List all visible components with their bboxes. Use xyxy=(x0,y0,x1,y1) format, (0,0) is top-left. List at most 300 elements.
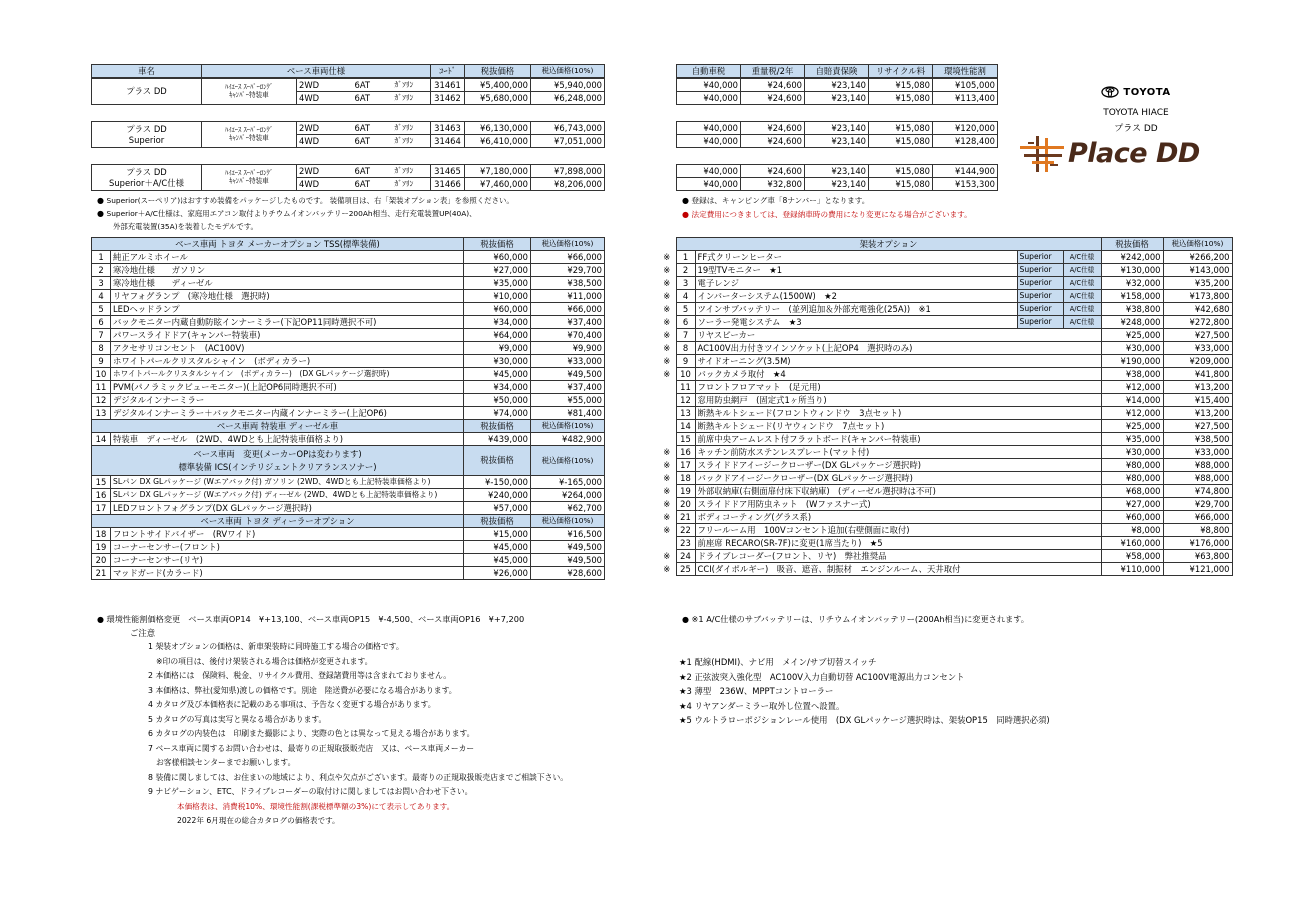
place-dd-wordmark: Place DD xyxy=(1068,138,1200,169)
option-in-price: ¥482,900 xyxy=(531,433,605,446)
option-in-price: ¥121,000 xyxy=(1163,563,1232,576)
option-ex-price: ¥57,000 xyxy=(464,502,531,515)
option-ex-price: ¥38,000 xyxy=(1101,368,1163,381)
ex-price-cell: ¥5,400,000 xyxy=(465,79,531,92)
fee-cell: ¥23,140 xyxy=(805,122,869,135)
fee-cell: ¥40,000 xyxy=(677,92,741,105)
in-price-cell: ¥6,743,000 xyxy=(531,122,605,135)
kasou-row xyxy=(658,459,1232,472)
option-name: コーナーセンサー(リヤ) xyxy=(111,554,464,567)
option-row xyxy=(92,433,605,446)
fuel-cell: ｶﾞｿﾘﾝ xyxy=(393,122,431,135)
base-vehicle: ﾊｲｴｰｽ ｽｰﾊﾟｰﾛﾝｸﾞ xyxy=(224,125,274,134)
note-ac-spec: Superior＋A/C仕様は、家庭用エアコン取付よりチウムイオンバッテリー200Ah相当、走行充電装置UP(40A)、 xyxy=(106,209,477,218)
col-base-spec: ベース車両仕様 xyxy=(202,65,431,78)
fuel-cell: ｶﾞｿﾘﾝ xyxy=(393,178,431,191)
base-vehicle: ﾊｲｴｰｽ ｽｰﾊﾟｰﾛﾝｸﾞ xyxy=(224,82,274,91)
option-ex-price: ¥30,000 xyxy=(1101,342,1163,355)
ex-price-cell: ¥5,680,000 xyxy=(465,92,531,105)
option-name: 特装車 ディーゼル (2WD、4WDとも上記特装車価格より) xyxy=(111,433,464,446)
option-in-price: ¥29,700 xyxy=(1163,498,1232,511)
option-ex-price: ¥110,000 xyxy=(1101,563,1163,576)
option-no: 18 xyxy=(92,528,111,541)
option-name: サイドオーニング(3.5M) xyxy=(695,355,1101,368)
retrofit-mark: ※ xyxy=(663,277,671,288)
option-ex-price: ¥60,000 xyxy=(464,251,531,264)
model-price-table xyxy=(91,64,605,78)
option-in-price: ¥38,500 xyxy=(1163,433,1232,446)
option-no: 5 xyxy=(676,303,695,316)
mark-spacer xyxy=(658,238,676,251)
option-no: 12 xyxy=(92,394,111,407)
option-in-price: ¥173,800 xyxy=(1163,290,1232,303)
option-row xyxy=(92,303,605,316)
option-no: 14 xyxy=(676,420,695,433)
option-no: 4 xyxy=(676,290,695,303)
code-cell: 31463 xyxy=(431,122,465,135)
option-no: 15 xyxy=(676,433,695,446)
option-in-price: ¥88,000 xyxy=(1163,472,1232,485)
drive-cell: 4WD xyxy=(297,92,353,105)
fee-cell: ¥40,000 xyxy=(677,165,741,178)
col-ex-price: 税抜価格 xyxy=(464,238,531,251)
col-recycle: リサイクル料 xyxy=(869,65,933,78)
option-ex-price: ¥12,000 xyxy=(1101,407,1163,420)
retrofit-mark: ※ xyxy=(663,251,671,262)
option-in-price: ¥9,900 xyxy=(531,342,605,355)
option-in-price: ¥66,000 xyxy=(531,303,605,316)
ac-tag: A/C仕様 xyxy=(1063,264,1101,277)
option-name: 純正アルミホイール xyxy=(111,251,464,264)
car-name: プラス DD xyxy=(126,124,167,134)
option-in-price: ¥66,000 xyxy=(531,251,605,264)
note-registration: 登録は、キャンピング車「8ナンバー」となります。 xyxy=(691,196,870,205)
car-grade: Superior xyxy=(128,134,165,145)
ac-tag: A/C仕様 xyxy=(1063,277,1101,290)
option-ex-price: ¥10,000 xyxy=(464,290,531,303)
option-in-price: ¥16,500 xyxy=(531,528,605,541)
fee-cell: ¥32,800 xyxy=(741,178,805,191)
code-cell: 31462 xyxy=(431,92,465,105)
retrofit-mark xyxy=(658,433,676,446)
option-ex-price: ¥439,000 xyxy=(464,433,531,446)
option-name: ボディコーティング(グラス系) xyxy=(695,511,1101,524)
option-no: 8 xyxy=(676,342,695,355)
kasou-header: 架装オプション xyxy=(676,238,1101,251)
option-name: ソーラー発電システム ★3 xyxy=(695,316,1017,329)
trans-cell: 6AT xyxy=(353,178,393,191)
kasou-row xyxy=(658,433,1232,446)
option-ex-price: ¥248,000 xyxy=(1101,316,1163,329)
option-row xyxy=(92,394,605,407)
retrofit-mark: ※ xyxy=(663,511,671,522)
fee-cell: ¥23,140 xyxy=(805,165,869,178)
option-in-price: ¥38,500 xyxy=(531,277,605,290)
kasou-row xyxy=(658,472,1232,485)
toyota-emblem-icon xyxy=(1101,86,1119,98)
option-ex-price: ¥64,000 xyxy=(464,329,531,342)
kasou-row xyxy=(658,511,1232,524)
section-header: ベース車両 特装車 ディーゼル車 xyxy=(92,420,464,433)
option-row xyxy=(92,316,605,329)
retrofit-mark: ※ xyxy=(663,563,671,574)
option-in-price: ¥41,800 xyxy=(1163,368,1232,381)
kasou-row xyxy=(658,264,1232,277)
option-ex-price: ¥58,000 xyxy=(1101,550,1163,563)
car-name: プラス DD xyxy=(126,167,167,177)
option-row xyxy=(92,264,605,277)
caution-item: ※印の項目は、後付け架装される場合は価格が変更されます。 xyxy=(156,656,373,666)
option-no: 7 xyxy=(92,329,111,342)
option-name: バックモニター内蔵自動防眩インナーミラー(下記OP11同時選択不可) xyxy=(111,316,464,329)
kasou-row xyxy=(658,446,1232,459)
option-in-price: ¥49,500 xyxy=(531,541,605,554)
car-name-cell xyxy=(92,122,202,148)
option-in-price: ¥55,000 xyxy=(531,394,605,407)
option-in-price: ¥74,800 xyxy=(1163,485,1232,498)
retrofit-mark xyxy=(658,394,676,407)
retrofit-mark: ※ xyxy=(663,368,671,379)
base-spec-cell xyxy=(202,79,297,105)
toyota-brand xyxy=(1088,86,1184,134)
col-ex-price: 税抜価格 xyxy=(464,515,531,528)
kasou-row xyxy=(658,550,1232,563)
retrofit-mark: ※ xyxy=(663,290,671,301)
option-ex-price: ¥158,000 xyxy=(1101,290,1163,303)
option-name: 断熱キルトシェード(リヤウィンドウ 7点セット) xyxy=(695,420,1101,433)
place-dd-mark-icon xyxy=(1018,134,1066,174)
option-no: 24 xyxy=(676,550,695,563)
top-right-notes: ● 登録は、キャンピング車「8ナンバー」となります。 ● 法定費用につきましては、登録納車時の費用になり変更になる場合がございます。 xyxy=(682,196,972,219)
env-note: ● 環境性能割価格変更 ベース車両OP14 ¥+13,100、ベース車両OP15 ¥-4,500、ベース車両OP16 ¥+7,200 xyxy=(97,614,525,624)
option-in-price: ¥8,800 xyxy=(1163,524,1232,537)
kasou-row xyxy=(658,537,1232,550)
option-ex-price: ¥35,000 xyxy=(464,277,531,290)
retrofit-mark: ※ xyxy=(663,446,671,457)
star-note: ★3 薄型 236W、MPPTコントローラー xyxy=(679,686,834,697)
retrofit-mark: ※ xyxy=(663,316,671,327)
retrofit-mark xyxy=(658,407,676,420)
superior-tag: Superior xyxy=(1017,277,1063,290)
fee-cell: ¥24,600 xyxy=(741,92,805,105)
fee-cell: ¥24,600 xyxy=(741,122,805,135)
fee-cell: ¥24,600 xyxy=(741,135,805,148)
top-left-notes: ● Superior(スーペリア)はおすすめ装備をパッケージしたものです。 装備項目は、右「架装オプション表」を参照ください。 ● Superior＋A/C仕様は、家庭用エアコン取付よりチウムイオンバッテリー200Ah相当、走行充電装置UP(40A)、 外部充電装置(35A)を装着したモデルです。 xyxy=(97,196,514,231)
option-name: フロントサイドバイザー (RVワイド) xyxy=(111,528,464,541)
fee-cell: ¥24,600 xyxy=(741,165,805,178)
option-no: 21 xyxy=(92,567,111,580)
kasou-row xyxy=(658,290,1232,303)
option-no: 17 xyxy=(92,502,111,515)
option-in-price: ¥33,000 xyxy=(531,355,605,368)
ex-price-cell: ¥7,460,000 xyxy=(465,178,531,191)
option-in-price: ¥176,000 xyxy=(1163,537,1232,550)
option-no: 23 xyxy=(676,537,695,550)
option-name: 窓用防虫網戸 (固定式1ヶ所当り) xyxy=(695,394,1101,407)
option-name: ツインサブバッテリー (並列追加＆外部充電強化(25A)) ※1 xyxy=(695,303,1017,316)
fee-cell: ¥24,600 xyxy=(741,79,805,92)
option-row xyxy=(92,567,605,580)
option-in-price: ¥66,000 xyxy=(1163,511,1232,524)
option-in-price: ¥29,700 xyxy=(531,264,605,277)
caution-item: 8 装備に関しましては、お住まいの地域により、利点や欠点がございます。最寄りの正規取扱販売店までご相談下さい。 xyxy=(148,772,569,782)
option-ex-price: ¥32,000 xyxy=(1101,277,1163,290)
kasou-row xyxy=(658,524,1232,537)
option-row xyxy=(92,342,605,355)
option-no: 22 xyxy=(676,524,695,537)
option-ex-price: ¥242,000 xyxy=(1101,251,1163,264)
option-no: 21 xyxy=(676,511,695,524)
option-name: バックドアイージークローザー(DX GLパッケージ選択時) xyxy=(695,472,1101,485)
option-in-price: ¥28,600 xyxy=(531,567,605,580)
col-in-price: 税込価格(10%) xyxy=(531,446,605,476)
retrofit-mark xyxy=(658,420,676,433)
superior-tag: Superior xyxy=(1017,251,1063,264)
retrofit-mark: ※ xyxy=(663,472,671,483)
option-in-price: ¥143,000 xyxy=(1163,264,1232,277)
ac-tag: A/C仕様 xyxy=(1063,290,1101,303)
option-no: 20 xyxy=(92,554,111,567)
place-dd-logo xyxy=(1018,134,1233,174)
option-name: マッドガード(カラード) xyxy=(111,567,464,580)
col-env-tax: 環境性能割 xyxy=(933,65,998,78)
section-header-row xyxy=(92,238,605,251)
option-no: 3 xyxy=(92,277,111,290)
option-ex-price: ¥190,000 xyxy=(1101,355,1163,368)
kasou-row xyxy=(658,407,1232,420)
car-grade: Superior＋A/C仕様 xyxy=(109,177,184,188)
fee-cell: ¥15,080 xyxy=(869,122,933,135)
option-ex-price: ¥27,000 xyxy=(464,264,531,277)
note-ac-spec-2: 外部充電装置(35A)を装着したモデルです。 xyxy=(113,222,258,231)
retrofit-mark: ※ xyxy=(663,498,671,509)
code-cell: 31464 xyxy=(431,135,465,148)
ac-note: ● ※1 A/C仕様のサブバッテリーは、リチウムイオンバッテリー(200Ah相当)に変更されます。 xyxy=(682,614,1029,624)
col-in-price: 税込価格(10%) xyxy=(531,238,605,251)
retrofit-mark: ※ xyxy=(663,303,671,314)
fee-cell: ¥113,400 xyxy=(933,92,998,105)
superior-tag: Superior xyxy=(1017,303,1063,316)
fee-cell: ¥105,000 xyxy=(933,79,998,92)
code-cell: 31461 xyxy=(431,79,465,92)
note-legal-fees: 法定費用につきましては、登録納車時の費用になり変更になる場合がございます。 xyxy=(691,210,972,219)
kasou-row xyxy=(658,329,1232,342)
option-in-price: ¥33,000 xyxy=(1163,342,1232,355)
in-price-cell: ¥7,051,000 xyxy=(531,135,605,148)
retrofit-mark: ※ xyxy=(663,550,671,561)
option-in-price: ¥266,200 xyxy=(1163,251,1232,264)
option-in-price: ¥272,800 xyxy=(1163,316,1232,329)
code-cell: 31466 xyxy=(431,178,465,191)
option-ex-price: ¥25,000 xyxy=(1101,420,1163,433)
option-name: アクセサリコンセント (AC100V) xyxy=(111,342,464,355)
option-name: インバーターシステム(1500W) ★2 xyxy=(695,290,1017,303)
option-name: SLパン DX GLパッケージ (Wエアバック付) ガソリン (2WD、4WDとも上記特装車価格より) xyxy=(111,476,464,489)
option-row xyxy=(92,476,605,489)
option-no: 17 xyxy=(676,459,695,472)
option-row xyxy=(92,368,605,381)
col-ex-price: 税抜価格 xyxy=(464,446,531,476)
option-ex-price: ¥240,000 xyxy=(464,489,531,502)
fee-group xyxy=(676,121,998,148)
fee-cell: ¥15,080 xyxy=(869,92,933,105)
option-no: 20 xyxy=(676,498,695,511)
option-no: 13 xyxy=(92,407,111,420)
col-code: ｺｰﾄﾞ xyxy=(431,65,465,78)
option-in-price: ¥27,500 xyxy=(1163,420,1232,433)
option-in-price: ¥49,500 xyxy=(531,368,605,381)
fuel-cell: ｶﾞｿﾘﾝ xyxy=(393,135,431,148)
option-name: リヤスピーカー xyxy=(695,329,1101,342)
option-ex-price: ¥38,800 xyxy=(1101,303,1163,316)
drive-cell: 4WD xyxy=(297,178,353,191)
fee-cell: ¥15,080 xyxy=(869,135,933,148)
fee-cell: ¥120,000 xyxy=(933,122,998,135)
kasou-row xyxy=(658,420,1232,433)
option-no: 13 xyxy=(676,407,695,420)
in-price-cell: ¥8,206,000 xyxy=(531,178,605,191)
option-ex-price: ¥30,000 xyxy=(464,355,531,368)
code-cell: 31465 xyxy=(431,165,465,178)
caution-item: 6 カタログの内装色は 印刷また撮影により、実際の色とは異なって見える場合があります。 xyxy=(148,729,475,738)
variant-name: プラス DD xyxy=(1114,124,1158,134)
option-ex-price: ¥80,000 xyxy=(1101,472,1163,485)
star-notes xyxy=(679,656,1050,729)
option-ex-price: ¥15,000 xyxy=(464,528,531,541)
option-name: 寒冷地仕様 ガソリン xyxy=(111,264,464,277)
kasou-row xyxy=(658,277,1232,290)
option-in-price: ¥88,000 xyxy=(1163,459,1232,472)
option-name: 前席中央アームレスト付フラットボード(キャンパー特装車) xyxy=(695,433,1101,446)
model-name: TOYOTA HIACE xyxy=(1103,108,1169,118)
note-superior: Superior(スーペリア)はおすすめ装備をパッケージしたものです。 装備項目は、右「架装オプション表」を参照ください。 xyxy=(106,196,514,205)
option-ex-price: ¥35,000 xyxy=(1101,433,1163,446)
star-note: ★2 正弦波突入強化型 AC100V入力自動切替 AC100V電源出力コンセント xyxy=(679,671,965,682)
col-ex-price: 税抜価格 xyxy=(465,65,531,78)
option-ex-price: ¥27,000 xyxy=(1101,498,1163,511)
option-no: 10 xyxy=(92,368,111,381)
option-no: 14 xyxy=(92,433,111,446)
kasou-options-table xyxy=(658,237,1233,576)
option-name: 前座席 RECARO(SR-7F)に変更(1席当たり) ★5 xyxy=(695,537,1101,550)
option-name: フリールーム用 100Vコンセント追加(右壁側面に取付) xyxy=(695,524,1101,537)
fee-cell: ¥144,900 xyxy=(933,165,998,178)
option-ex-price: ¥34,000 xyxy=(464,316,531,329)
section-header: ベース車両 トヨタ メーカーオプション TSS(標準装備) xyxy=(92,238,464,251)
star-note: ★4 リヤアンダーミラー取外し位置へ設置。 xyxy=(679,700,845,711)
option-ex-price: ¥30,000 xyxy=(1101,446,1163,459)
option-no: 11 xyxy=(676,381,695,394)
option-ex-price: ¥-150,000 xyxy=(464,476,531,489)
option-in-price: ¥81,400 xyxy=(531,407,605,420)
col-ex-price: 税抜価格 xyxy=(464,420,531,433)
option-name: ホワイトパールクリスタルシャイン (ボディカラー) (DX GLパッケージ選択時) xyxy=(111,368,464,381)
kasou-row xyxy=(658,342,1232,355)
kasou-row xyxy=(658,498,1232,511)
superior-tag: Superior xyxy=(1017,290,1063,303)
fee-cell: ¥40,000 xyxy=(677,79,741,92)
drive-cell: 2WD xyxy=(297,165,353,178)
drive-cell: 2WD xyxy=(297,79,353,92)
option-in-price: ¥264,000 xyxy=(531,489,605,502)
kasou-row xyxy=(658,355,1232,368)
model-group xyxy=(91,121,605,148)
option-no: 10 xyxy=(676,368,695,381)
kasou-row xyxy=(658,368,1232,381)
date-note: 2022年 6月現在の総合カタログの価格表です。 xyxy=(177,816,340,825)
option-name: 19型TVモニター ★1 xyxy=(695,264,1017,277)
option-no: 6 xyxy=(676,316,695,329)
retrofit-mark: ※ xyxy=(663,524,671,535)
fee-cell: ¥15,080 xyxy=(869,178,933,191)
caution-item: 9 ナビゲーション、ETC、ドライブレコーダーの取付けに関しましてはお問い合わせ下さい。 xyxy=(148,787,473,796)
option-name: 断熱キルトシェード(フロントウィンドウ 3点セット) xyxy=(695,407,1101,420)
option-row xyxy=(92,251,605,264)
retrofit-mark: ※ xyxy=(663,485,671,496)
col-insurance: 自賠責保険 xyxy=(805,65,869,78)
option-in-price: ¥35,200 xyxy=(1163,277,1232,290)
section-header: ベース車両 トヨタ ディーラーオプション xyxy=(92,515,464,528)
ex-price-cell: ¥6,410,000 xyxy=(465,135,531,148)
option-name: 寒冷地仕様 ディーゼル xyxy=(111,277,464,290)
option-in-price: ¥49,500 xyxy=(531,554,605,567)
option-no: 18 xyxy=(676,472,695,485)
option-ex-price: ¥80,000 xyxy=(1101,459,1163,472)
option-in-price: ¥70,400 xyxy=(531,329,605,342)
option-name: スライドドア用防虫ネット (Wファスナー式) xyxy=(695,498,1101,511)
option-no: 9 xyxy=(676,355,695,368)
option-row xyxy=(92,489,605,502)
option-no: 2 xyxy=(676,264,695,277)
caution-item: 4 カタログ及び本価格表に記載のある事項は、予告なく変更する場合があります。 xyxy=(148,700,436,709)
option-no: 1 xyxy=(676,251,695,264)
option-ex-price: ¥74,000 xyxy=(464,407,531,420)
option-ex-price: ¥160,000 xyxy=(1101,537,1163,550)
option-name: ホワイトパールクリスタルシャイン (ボディカラー) xyxy=(111,355,464,368)
fee-cell: ¥23,140 xyxy=(805,135,869,148)
fee-cell: ¥40,000 xyxy=(677,178,741,191)
option-ex-price: ¥12,000 xyxy=(1101,381,1163,394)
retrofit-mark xyxy=(658,381,676,394)
option-name: フロントフロアマット (足元用) xyxy=(695,381,1101,394)
superior-tag: Superior xyxy=(1017,316,1063,329)
fuel-cell: ｶﾞｿﾘﾝ xyxy=(393,79,431,92)
retrofit-mark: ※ xyxy=(663,329,671,340)
option-name: コーナーセンサー(フロント) xyxy=(111,541,464,554)
fee-cell: ¥15,080 xyxy=(869,165,933,178)
option-no: 1 xyxy=(92,251,111,264)
trans-cell: 6AT xyxy=(353,165,393,178)
option-in-price: ¥42,680 xyxy=(1163,303,1232,316)
ac-tag: A/C仕様 xyxy=(1063,316,1101,329)
retrofit-mark: ※ xyxy=(663,355,671,366)
fee-cell: ¥23,140 xyxy=(805,178,869,191)
col-weight-tax: 重量税/2年 xyxy=(741,65,805,78)
col-auto-tax: 自動車税 xyxy=(677,65,741,78)
drive-cell: 2WD xyxy=(297,122,353,135)
option-ex-price: ¥26,000 xyxy=(464,567,531,580)
in-price-cell: ¥5,940,000 xyxy=(531,79,605,92)
col-in-price: 税込価格(10%) xyxy=(531,65,605,78)
option-name: FF式クリーンヒーター xyxy=(695,251,1017,264)
kasou-row xyxy=(658,316,1232,329)
option-in-price: ¥13,200 xyxy=(1163,381,1232,394)
option-no: 12 xyxy=(676,394,695,407)
kasou-row xyxy=(658,381,1232,394)
caution-block xyxy=(130,629,568,832)
model-group xyxy=(91,164,605,191)
option-name: ドライブレコーダー(フロント、リヤ) 弊社推奨品 xyxy=(695,550,1101,563)
